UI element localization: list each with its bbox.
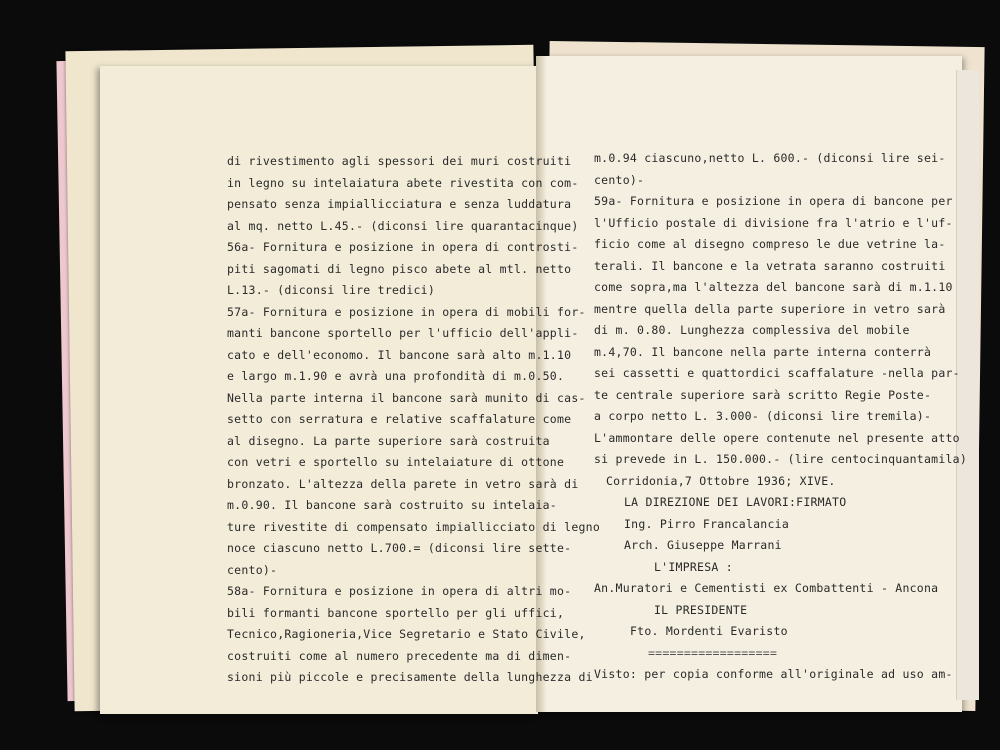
left-line: manti bancone sportello per l'ufficio dell'appli- — [227, 326, 579, 340]
separator-line: ================== — [648, 645, 778, 660]
left-line: piti sagomati di legno pisco abete al mtl. netto — [227, 261, 572, 276]
left-line: bili formanti bancone sportello per gli uffici, — [227, 605, 565, 620]
company-name: An.Muratori e Cementisti ex Combattenti - Ancona — [594, 581, 939, 595]
architect-name: Arch. Giuseppe Marrani — [624, 538, 782, 552]
left-line: di rivestimento agli spessori dei muri costruiti — [227, 154, 572, 168]
left-line: Nella parte interna il bancone sarà munito di cas- — [227, 390, 586, 405]
left-line: in legno su intelaiatura abete rivestita con com- — [227, 175, 579, 190]
right-line: sei cassetti e quattordici scaffalature -nella par- — [594, 366, 960, 380]
date-line: Corridonia,7 Ottobre 1936; XIVE. — [606, 473, 836, 488]
right-line: ficio come al disegno compreso le due vetrine la- — [594, 237, 946, 251]
right-page-text — [594, 148, 967, 686]
engineer-name: Ing. Pirro Francalancia — [624, 516, 789, 531]
right-line: come sopra,ma l'altezza del bancone sarà di m.1.10 — [594, 280, 953, 294]
left-line: noce ciascuno netto L.700.= (diconsi lire sette- — [227, 541, 572, 555]
right-line: cento)- — [594, 172, 645, 187]
right-line: l'Ufficio postale di divisione fra l'atrio e l'uf- — [594, 215, 953, 230]
left-line: L.13.- (diconsi lire tredici) — [227, 283, 436, 297]
left-line: pensato senza impiallicciatura e senza luddatura — [227, 197, 572, 211]
left-line: al mq. netto L.45.- (diconsi lire quarantacinque) — [227, 218, 579, 233]
left-line: Tecnico,Ragioneria,Vice Segretario e Stato Civile, — [227, 627, 586, 641]
left-line: 57a- Fornitura e posizione in opera di mobili for- — [227, 304, 586, 319]
right-line: si prevede in L. 150.000.- (lire centocinquantamila) — [594, 452, 968, 466]
left-line: ture rivestite di compensato impiallicciato di legno — [227, 519, 601, 534]
right-line: 59a- Fornitura e posizione in opera di bancone per — [594, 194, 953, 208]
right-line: di m. 0.80. Lunghezza complessiva del mobile — [594, 323, 910, 337]
right-line: m.0.94 ciascuno,netto L. 600.- (diconsi lire sei- — [594, 151, 946, 165]
left-line: al disegno. La parte superiore sarà costruita — [227, 433, 550, 448]
president-heading: IL PRESIDENTE — [654, 602, 748, 617]
left-line: 56a- Fornitura e posizione in opera di controsti- — [227, 240, 579, 254]
president-name: Fto. Mordenti Evaristo — [630, 624, 788, 638]
left-line: con vetri e sportello su intelaiature di ottone — [227, 455, 565, 469]
left-line: bronzato. L'altezza della parete in vetro sarà di — [227, 476, 579, 491]
left-line: cento)- — [227, 562, 278, 577]
right-line: m.4,70. Il bancone nella parte interna conterrà — [594, 344, 932, 359]
direzione-heading: LA DIREZIONE DEI LAVORI:FIRMATO — [624, 495, 847, 509]
right-line: terali. Il bancone e la vetrata saranno costruiti — [594, 258, 946, 273]
left-line: setto con serratura e relative scaffalature come — [227, 412, 572, 426]
left-line: costruiti come al numero precedente ma di dimen- — [227, 648, 572, 663]
right-line: te centrale superiore sarà scritto Regie Poste- — [594, 387, 932, 402]
left-line: sioni più piccole e precisamente della lunghezza di — [227, 670, 593, 684]
right-line: a corpo netto L. 3.000- (diconsi lire tremila)- — [594, 409, 932, 423]
right-line: mentre quella della parte superiore in vetro sarà — [594, 301, 946, 316]
footer-line: Visto: per copia conforme all'originale ad uso am- — [594, 667, 953, 681]
left-page-text — [227, 151, 600, 689]
left-line: m.0.90. Il bancone sarà costruito su intelaia- — [227, 498, 557, 512]
right-line: L'ammontare delle opere contenute nel presente atto — [594, 430, 960, 445]
left-line: 58a- Fornitura e posizione in opera di altri mo- — [227, 584, 572, 598]
left-line: e largo m.1.90 e avrà una profondità di m.0.50. — [227, 369, 565, 383]
left-line: cato e dell'economo. Il bancone sarà alto m.1.10 — [227, 347, 572, 362]
impresa-heading: L'IMPRESA : — [654, 559, 733, 574]
